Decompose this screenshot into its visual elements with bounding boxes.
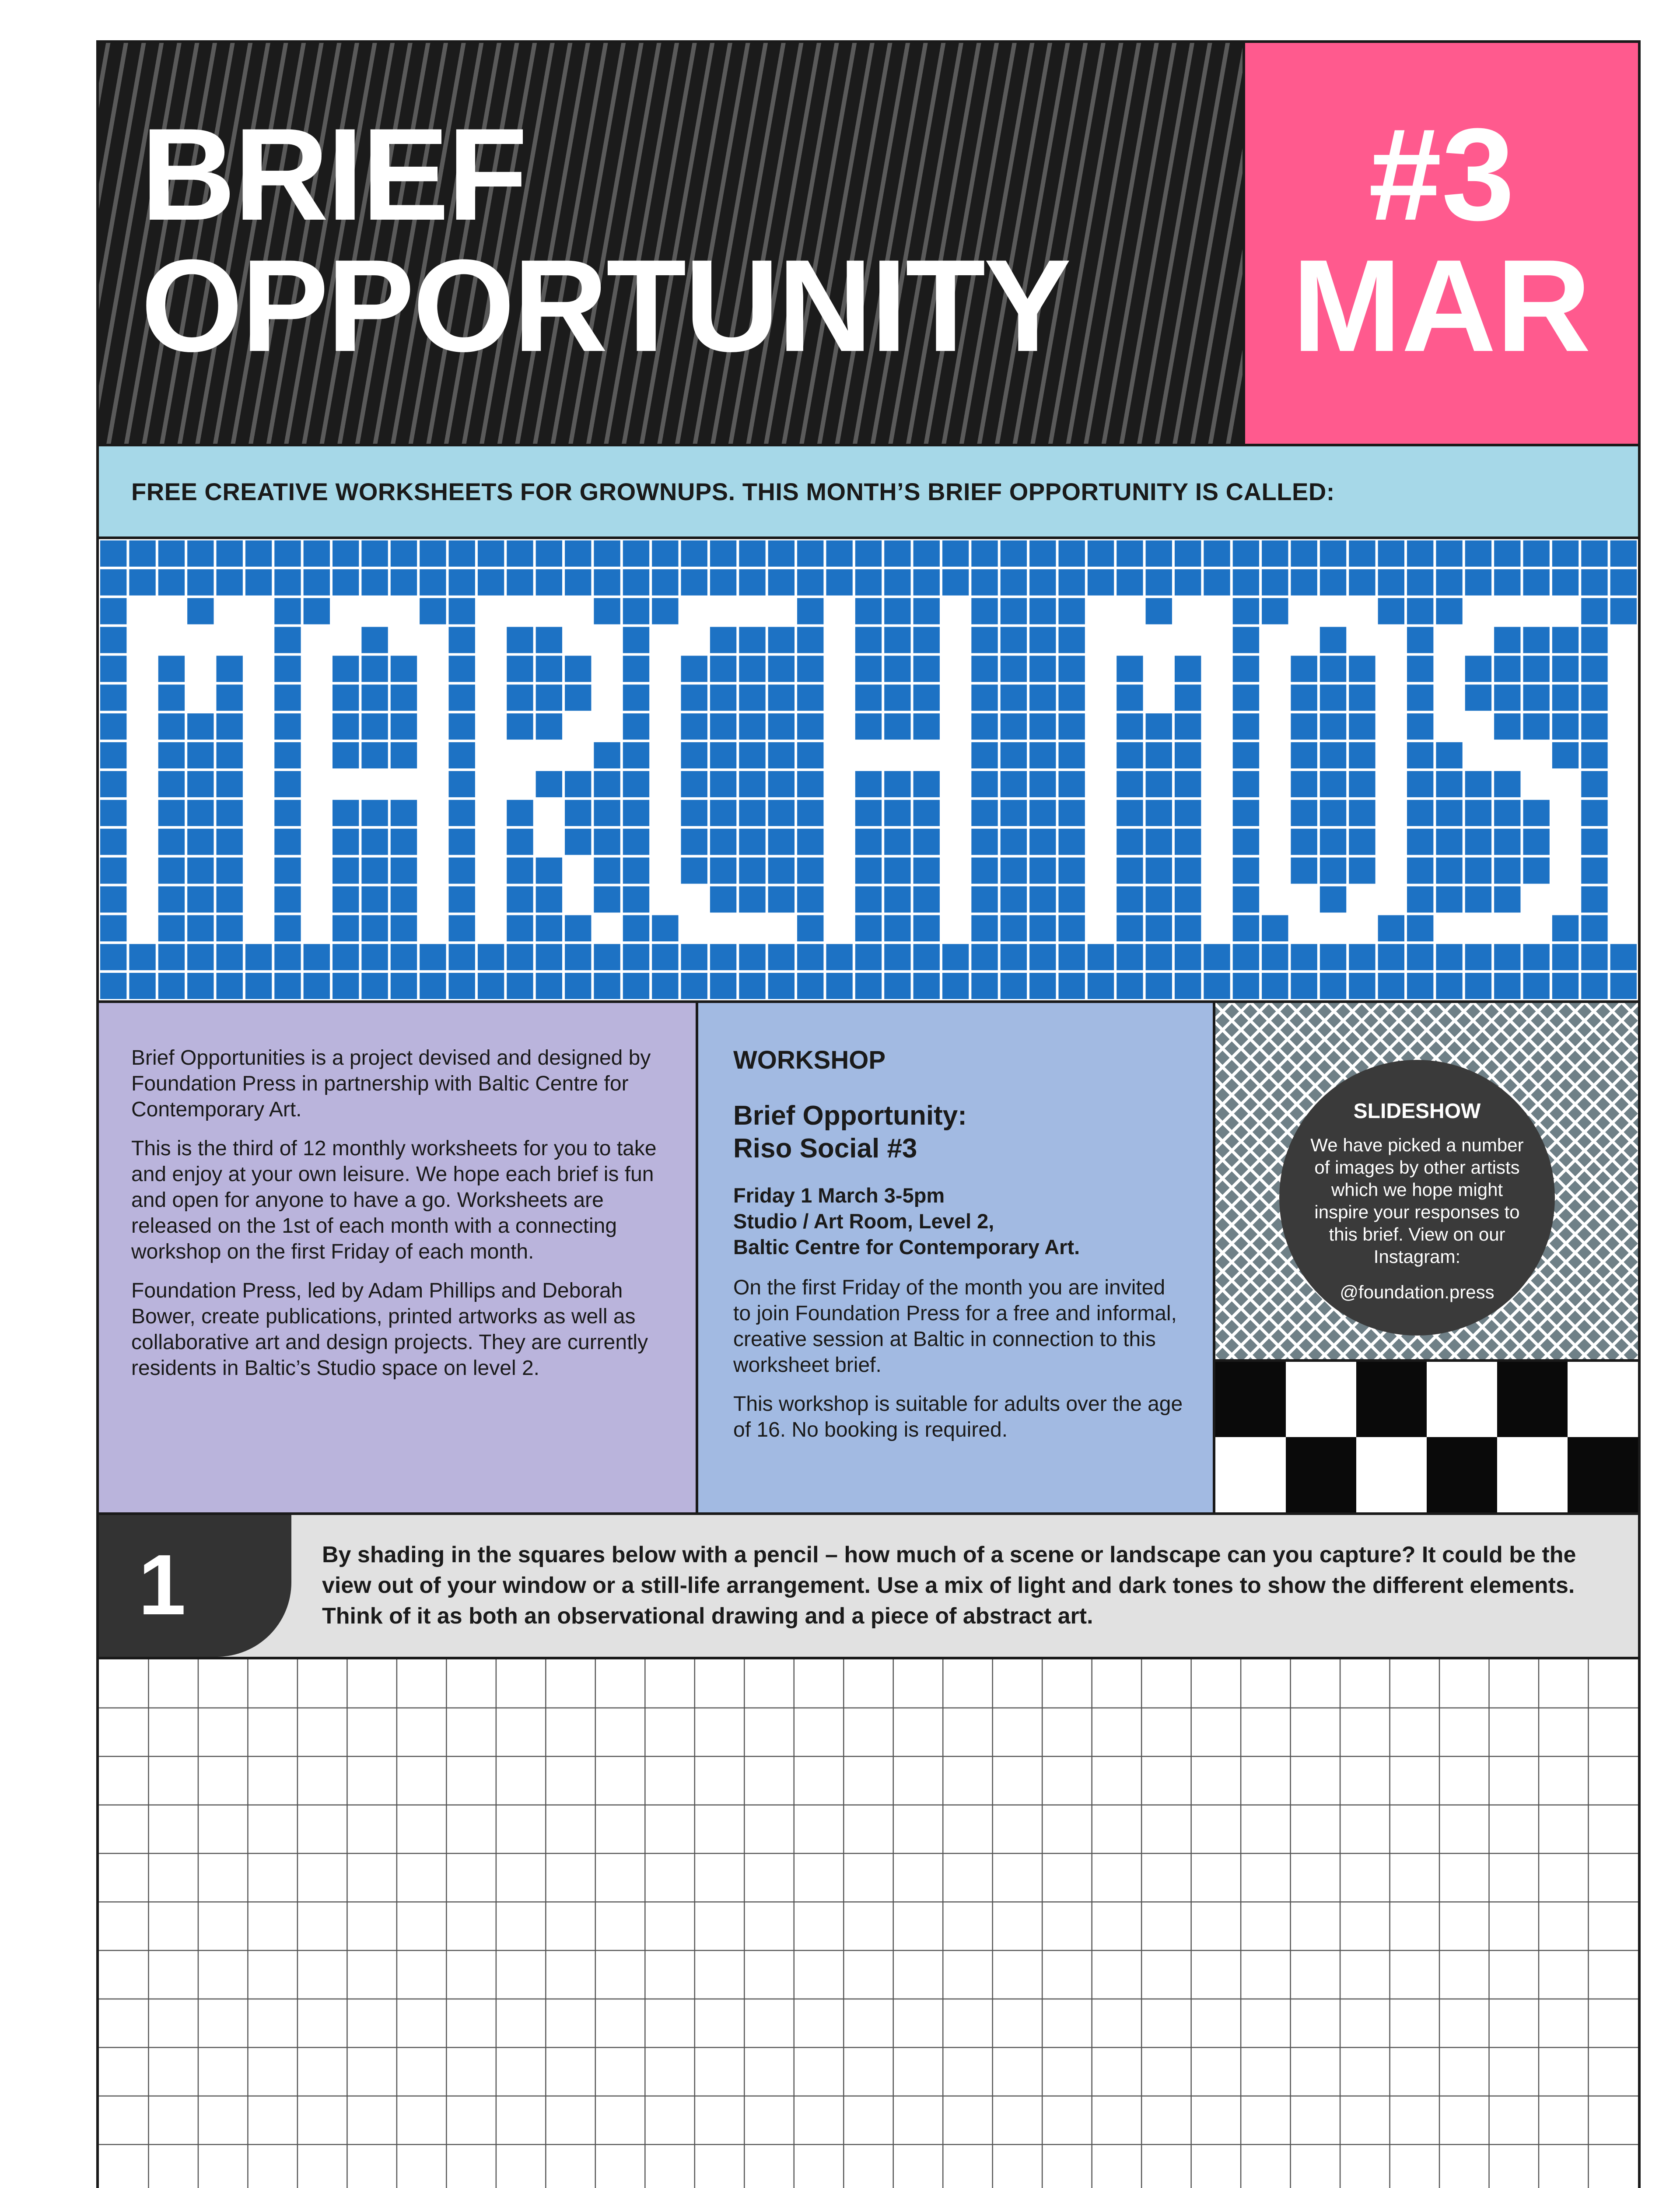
workshop-description: On the first Friday of the month you are invited to join Foundation Press for a free and informal, creative session at Baltic in connection to this worksheet brief. <box>733 1276 1177 1377</box>
step-number: 1 <box>138 1537 186 1633</box>
checkerboard <box>1215 1362 1638 1512</box>
slideshow-body: We have picked a number of images by other artists which we hope might inspire your responses to this brief. View on our Instagram: <box>1310 1135 1524 1267</box>
issue-label <box>1245 101 1638 379</box>
slideshow-heading: SLIDESHOW <box>1353 1100 1481 1123</box>
worksheet <box>96 40 1641 2188</box>
workshop-label: WORKSHOP <box>733 1046 886 1074</box>
workshop-details <box>733 1182 1186 1260</box>
workshop-title-line-2: Riso Social #3 <box>733 1133 917 1164</box>
mosaic-banner <box>99 539 1638 1003</box>
issue-number: #3 <box>1368 101 1515 248</box>
drawing-grid[interactable] <box>99 1659 1638 2188</box>
issue-month: MAR <box>1292 232 1591 379</box>
step-badge <box>99 1515 291 1657</box>
workshop-venue: Baltic Centre for Contemporary Art. <box>733 1235 1080 1259</box>
info-row <box>99 1003 1638 1515</box>
slideshow-panel <box>1215 1003 1638 1512</box>
about-paragraph: Foundation Press, led by Adam Phillips and Deborah Bower, create publications, printed artworks as well as collaborative art and design projects. They are currently residents in Baltic’s Studio space on level 2. <box>131 1279 648 1380</box>
about-paragraph: Brief Opportunities is a project devised and designed by Foundation Press in partnership with Baltic Centre for Contemporary Art. <box>131 1046 651 1121</box>
title-line-1: BRIEF <box>141 101 526 248</box>
about-panel <box>99 1003 698 1512</box>
step-1-row <box>99 1515 1638 1659</box>
intro-strip: FREE CREATIVE WORKSHEETS FOR GROWNUPS. THIS MONTH’S BRIEF OPPORTUNITY IS CALLED: <box>99 446 1638 539</box>
workshop-room: Studio / Art Room, Level 2, <box>733 1210 994 1233</box>
drawing-grid-lines <box>99 1659 1638 2188</box>
workshop-eligibility: This workshop is suitable for adults over the age of 16. No booking is required. <box>733 1392 1183 1441</box>
step-instructions: By shading in the squares below with a pencil – how much of a scene or landscape can you capture? It could be the view out of your window or a still-life arrangement. Use a mix of light and dark tones to show the different elements. Think of it as both an observational drawing and a piece of abstract art. <box>322 1542 1576 1629</box>
worksheet-title <box>141 101 1070 379</box>
workshop-panel <box>698 1003 1215 1512</box>
workshop-title <box>733 1099 1186 1165</box>
instagram-handle: @foundation.press <box>1340 1282 1494 1302</box>
slideshow-badge <box>1279 1060 1555 1336</box>
about-paragraph: This is the third of 12 monthly worksheets for you to take and enjoy at your own leisure. We hope each brief is fun and open for anyone to have a go. Worksheets are released on the 1st of each month with a connecting workshop on the first Friday of each month. <box>131 1137 657 1263</box>
mosaic-title-graphic <box>99 539 1638 1000</box>
title-panel <box>99 43 1245 446</box>
workshop-title-line-1: Brief Opportunity: <box>733 1101 967 1131</box>
diamond-pattern <box>1215 1003 1638 1362</box>
workshop-date: Friday 1 March 3-5pm <box>733 1184 945 1207</box>
title-line-2: OPPORTUNITY <box>141 232 1070 379</box>
checkerboard-graphic <box>1215 1362 1638 1512</box>
issue-panel <box>1245 43 1638 446</box>
